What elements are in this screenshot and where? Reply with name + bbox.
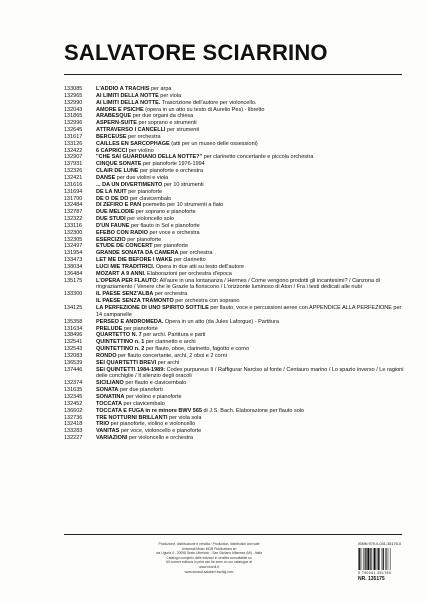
work-description: per flauto e clavicembalo (125, 380, 187, 387)
work-description: per soprano e strumenti (138, 120, 197, 127)
catalog-entry (64, 428, 404, 435)
work-description: per flauto, voce e percussioni aeree con APPENDICE ALLA PERFEZIONE per 14 campanelle (96, 305, 402, 318)
catalog-entry-text (96, 415, 404, 422)
catalog-entry-text (96, 127, 404, 134)
catalog-entry-text (96, 107, 404, 114)
work-description: All'aure in una lontananza / Hermes / Come vengono prodotti gli incantesimi? / Canzona di ringraziamento / Venere che le Grazie la fioriscono / L'orizzonte luminoso di Aton / Fra i testi dedicati alle nubi (96, 277, 380, 291)
catalog-list (64, 86, 404, 442)
catalog-entry-text (96, 367, 404, 381)
catalog-entry-text (96, 182, 404, 189)
catalog-entry-text (96, 264, 404, 271)
work-description: per violino e pianoforte (125, 393, 182, 400)
work-description: per archi (157, 359, 180, 366)
barcode-bar (366, 548, 367, 570)
work-description: per orchestra (154, 291, 188, 298)
catalog-entry (64, 305, 404, 319)
catalog-entry (64, 353, 404, 360)
catalog-entry-text (96, 237, 404, 244)
work-title: DUE STUDI (96, 216, 126, 223)
work-title: ETUDE DE CONCERT (96, 243, 153, 250)
work-title: CINQUE SONATE (96, 161, 142, 168)
catalog-entry (64, 257, 404, 264)
catalog-entry-text (96, 428, 404, 435)
catalog-code: 132374 (64, 380, 83, 387)
catalog-entry (64, 175, 404, 182)
work-description: per clavicembalo (129, 195, 172, 202)
barcode-bar (361, 548, 362, 570)
work-title: TRIO (96, 421, 110, 428)
catalog-entry (64, 127, 404, 134)
work-title: SONATA (96, 387, 119, 394)
catalog-entry-text (96, 360, 404, 367)
catalog-code: 133283 (64, 428, 83, 435)
catalog-entry-text (96, 408, 404, 415)
work-title: ASPERN-SUITE (96, 120, 137, 127)
work-title: ESERCIZIO (96, 236, 126, 243)
barcode-bar (367, 548, 369, 570)
work-description: per viola (160, 92, 182, 99)
catalog-entry-text (96, 271, 404, 278)
catalog-code: 132083 (64, 352, 83, 359)
work-description: per violoncello solo (127, 216, 174, 223)
catalog-entry-text (96, 257, 404, 264)
catalog-code: 132645 (64, 127, 83, 134)
work-title: L'ADDIO A TRACHIS (96, 86, 150, 92)
catalog-code: 132421 (64, 174, 83, 181)
work-description: per clarinetto concertante e piccola orchestra (203, 154, 314, 161)
work-title: DUE MELODIE (96, 209, 135, 216)
work-title: AI LIMITI DELLA NOTTE. (96, 99, 161, 106)
catalog-entry (64, 237, 404, 244)
catalog-entry-text (96, 209, 404, 216)
work-title: VANITAS (96, 428, 120, 435)
catalog-entry (64, 360, 404, 367)
barcode-bar (371, 548, 372, 570)
catalog-entry (64, 100, 404, 107)
barcode-image (358, 548, 402, 570)
catalog-entry-text (96, 346, 404, 353)
work-title: SICILIANO (96, 380, 124, 387)
catalog-entry (64, 148, 404, 155)
barcode-bar (385, 548, 386, 570)
work-title: QUINTETTINO n. 2 (96, 346, 145, 353)
catalog-code: 133085 (64, 86, 83, 92)
barcode-number: 9 790041 351750 (358, 571, 392, 575)
catalog-code: 132345 (64, 393, 83, 400)
catalog-entry (64, 120, 404, 127)
catalog-code: 132227 (64, 435, 83, 442)
catalog-code: 131954 (64, 250, 83, 257)
catalog-code: 132422 (64, 147, 83, 154)
catalog-entry (64, 182, 404, 189)
ismn-code: ISMN 979-0-041-35175-0 (358, 542, 402, 546)
work-description: (atti per un museo delle ossessioni) (171, 140, 258, 147)
barcode-bar (379, 548, 380, 570)
catalog-entry (64, 107, 404, 114)
catalog-entry-text (96, 319, 404, 326)
catalog-entry (64, 408, 404, 415)
work-description: per flauto concertante, archi, 2 oboi e 2 corni (118, 352, 227, 359)
work-title: DI ZEFIRO E PAN (96, 202, 142, 209)
barcode-bar (382, 548, 383, 570)
catalog-entry (64, 332, 404, 339)
catalog-code: 131616 (64, 181, 83, 188)
catalog-entry-text (96, 230, 404, 237)
barcode-bar (365, 548, 366, 570)
catalog-code: 132043 (64, 106, 83, 113)
catalog-entry-text (96, 421, 404, 428)
work-title: RONDO (96, 352, 117, 359)
catalog-entry (64, 209, 404, 216)
catalog-code: 133116 (64, 222, 82, 229)
work-description: poemetto per 10 strumenti a fiato (142, 202, 224, 209)
work-description: per violino (128, 147, 154, 154)
catalog-entry-text (96, 148, 404, 155)
catalog-entry-text (96, 141, 404, 148)
barcode-bar (378, 548, 379, 570)
catalog-code: 131634 (64, 325, 83, 332)
footer-line: www.durand-salabert-eschig.com (184, 569, 234, 574)
work-description: per pianoforte e orchestra (140, 168, 203, 175)
catalog-entry (64, 271, 404, 278)
catalog-entry-text (96, 100, 404, 107)
work-description: per clarinetto e archi (145, 339, 196, 346)
work-description: per viola sola (169, 414, 202, 421)
work-description: per orchestra (180, 250, 213, 257)
work-description: per clarinetto (173, 257, 206, 264)
catalog-entry-text (96, 113, 404, 120)
catalog-code: 131617 (64, 133, 83, 140)
catalog-entry (64, 161, 404, 168)
work-title: CAILLES EN SARCOPHAGE (96, 140, 170, 147)
work-description: per orchestra con soprano (175, 298, 240, 305)
work-title: D'UN FAUNE (96, 222, 130, 229)
work-title: ATTRAVERSO I CANCELLI (96, 127, 166, 134)
catalog-entry (64, 346, 404, 353)
work-description: Elaborazioni per orchestra d'epoca (147, 270, 232, 277)
catalog-entry-text (96, 326, 404, 333)
barcode-bar (386, 548, 387, 570)
catalog-entry-text (96, 86, 404, 93)
catalog-entry (64, 230, 404, 237)
barcode-bar (359, 548, 360, 570)
catalog-code: 131700 (64, 195, 83, 202)
catalog-entry (64, 394, 404, 401)
work-title: PRELUDE (96, 325, 123, 332)
catalog-code: 132543 (64, 346, 83, 353)
work-title: IL PAESE SENZA TRAMONTO (96, 298, 174, 305)
work-description: per pianoforte 1976-1994 (142, 161, 205, 168)
work-description: per voce e orchestra (149, 229, 200, 236)
work-title: CLAIR DE LUNE (96, 168, 139, 175)
catalog-entry-text (96, 154, 404, 161)
footer-line: Catalogo completo delle edizioni in vendita consultabile su (166, 555, 252, 560)
work-title: EFEBO CON RADIO (96, 229, 148, 236)
catalog-entry (64, 380, 404, 387)
catalog-entry (64, 223, 404, 230)
composer-heading: SALVATORE SCIARRINO (64, 40, 328, 65)
catalog-entry-text (96, 339, 404, 346)
catalog-code: 132300 (64, 229, 83, 236)
work-description: per flauto in Sol e pianoforte (130, 222, 200, 229)
work-description: per voce, violoncello e pianoforte (120, 428, 202, 435)
catalog-entry (64, 189, 404, 196)
barcode-bar (390, 548, 391, 570)
catalog-entry (64, 250, 404, 257)
work-description: per orchestra (128, 133, 161, 140)
catalog-entry-text (96, 298, 404, 305)
catalog-code: 132996 (64, 120, 83, 127)
work-description: per clavicembalo (123, 400, 165, 407)
work-description: per pianoforte (154, 243, 189, 250)
catalog-entry-text (96, 332, 404, 339)
work-title: MOZART A 9 ANNI. (96, 270, 146, 277)
catalog-code: 136602 (64, 407, 83, 414)
work-title: DE LA NUIT (96, 188, 127, 195)
work-title: SONATINA (96, 393, 125, 400)
catalog-code: 133300 (64, 291, 83, 298)
catalog-code: 132418 (64, 421, 83, 428)
work-title: VARIAZIONI (96, 435, 128, 442)
catalog-entry (64, 339, 404, 346)
catalog-entry (64, 291, 404, 298)
catalog-code: 132497 (64, 243, 83, 250)
work-description: per flauto, oboe, clarinetto, fagotto e corno (145, 346, 250, 353)
work-title: AMORE E PSICHE (96, 106, 144, 113)
catalog-entry (64, 141, 404, 148)
catalog-entry (64, 216, 404, 223)
catalog-entry (64, 326, 404, 333)
work-title: 6 CAPRICCI (96, 147, 128, 154)
catalog-entry-text (96, 168, 404, 175)
catalog-entry-text (96, 435, 404, 442)
catalog-code: 137446 (64, 366, 83, 373)
work-description: per due pianoforti (119, 387, 163, 394)
footer-line: www.ricordi.it (199, 564, 219, 569)
catalog-code: 132907 (64, 154, 83, 161)
publisher-info (134, 542, 284, 574)
catalog-code: 131635 (64, 387, 83, 394)
work-title: IL PAESE SENZ'ALBA (96, 291, 154, 298)
work-description: per pianoforte (123, 325, 158, 332)
heading-rule (64, 74, 402, 75)
barcode-bar (370, 548, 371, 570)
work-description: per pianoforte (127, 236, 162, 243)
work-title: LET ME DIE BEFORE I WAKE (96, 257, 173, 264)
work-description: Opera in due atti su testo dell'autore (155, 263, 245, 270)
work-title: DE O DE DO (96, 195, 129, 202)
work-title: SEI QUINTETTI 1984-1989: (96, 366, 166, 373)
footer-rule (64, 534, 402, 535)
catalog-code: 131865 (64, 113, 83, 120)
catalog-code: 134125 (64, 305, 83, 311)
catalog-entry (64, 421, 404, 428)
catalog-code: 138496 (64, 332, 83, 339)
catalog-number: NR. 135175 (358, 576, 385, 582)
work-title: ... DA UN DIVERTIMENTO (96, 181, 163, 188)
catalog-code: 132736 (64, 414, 83, 421)
catalog-entry (64, 134, 404, 141)
catalog-entry (64, 93, 404, 100)
barcode-bar (383, 548, 384, 570)
catalog-entry-text (96, 394, 404, 401)
catalog-code: 132990 (64, 99, 83, 106)
catalog-entry-text (96, 223, 404, 230)
work-title: TRE NOTTURNI BRILLANTI (96, 414, 168, 421)
catalog-entry-text (96, 353, 404, 360)
work-title: QUARTETTO N. 7 (96, 332, 142, 339)
catalog-entry (64, 202, 404, 209)
catalog-code: 135175 (64, 277, 83, 284)
work-description: di J.S. Bach. Elaborazione per flauto solo (203, 407, 305, 414)
catalog-entry-text (96, 387, 404, 394)
work-description: per violoncello e orchestra (128, 435, 194, 442)
footer-line: Universal Music MGB Publications srl (181, 546, 237, 551)
catalog-code: 132305 (64, 236, 83, 243)
work-title: SEI QUARTETTI BREVI (96, 359, 157, 366)
catalog-code: 132541 (64, 339, 83, 346)
catalog-entry-text (96, 243, 404, 250)
catalog-entry (64, 319, 404, 326)
work-description: per due organi da chiesa (132, 113, 194, 120)
catalog-entry-text (96, 120, 404, 127)
catalog-entry (64, 401, 404, 408)
work-description: per pianoforte (128, 188, 163, 195)
catalog-entry-text (96, 202, 404, 209)
work-title: GRANDE SONATA DA CAMERA (96, 250, 179, 257)
catalog-code: 133473 (64, 257, 83, 264)
catalog-code: 132326 (64, 168, 83, 175)
publisher-footer (64, 542, 404, 592)
catalog-code: 136484 (64, 270, 83, 277)
catalog-entry-text (96, 93, 404, 100)
catalog-entry-text (96, 175, 404, 182)
catalog-code (64, 298, 96, 305)
catalog-code: 138034 (64, 263, 83, 270)
catalog-entry (64, 278, 404, 292)
catalog-code: 132452 (64, 400, 83, 407)
catalog-entry (64, 264, 404, 271)
footer-line: All current editions in print can be seen on our catalogue at (166, 560, 252, 565)
work-title: BERCEUSE (96, 133, 127, 140)
catalog-entry (64, 367, 404, 381)
catalog-entry (64, 113, 404, 120)
work-description: per arpa (150, 86, 172, 92)
work-description: per 10 strumenti (163, 181, 204, 188)
work-description: per soprano e pianoforte (135, 209, 196, 216)
work-title: L'OPERA PER FLAUTO: (96, 277, 159, 284)
catalog-code: 132484 (64, 202, 83, 209)
work-title: QUINTETTINO n. 1 (96, 339, 145, 346)
catalog-entry (64, 86, 404, 93)
work-title: TOCCATA (96, 400, 122, 407)
catalog-code: 131694 (64, 188, 83, 195)
work-description: per due violini e viola (116, 174, 169, 181)
catalog-entry-text (96, 134, 404, 141)
catalog-entry (64, 298, 404, 305)
catalog-entry (64, 154, 404, 161)
catalog-entry (64, 415, 404, 422)
catalog-code: 137931 (64, 161, 83, 168)
catalog-entry-text (96, 189, 404, 196)
catalog-entry (64, 243, 404, 250)
catalog-entry-text (96, 305, 404, 319)
work-title: AI LIMITI DELLA NOTTE (96, 92, 159, 99)
barcode-bar (373, 548, 374, 570)
work-title: DANSE (96, 174, 116, 181)
work-description: per pianoforte, violino e violoncello (110, 421, 196, 428)
barcode-bar (358, 548, 359, 570)
catalog-entry-text (96, 380, 404, 387)
catalog-entry (64, 387, 404, 394)
catalog-entry-text (96, 401, 404, 408)
barcode-bar (377, 548, 378, 570)
catalog-entry-text (96, 250, 404, 257)
work-title: "CHE SAI GUARDIANO DELLA NOTTE?" (96, 154, 203, 161)
catalog-entry-text (96, 161, 404, 168)
catalog-code: 135358 (64, 318, 83, 325)
catalog-code: 136539 (64, 359, 83, 366)
work-title: PERSEO E ANDROMEDA. (96, 318, 164, 325)
catalog-code: 133126 (64, 140, 83, 147)
catalog-entry (64, 435, 404, 442)
work-description: (opera in un atto su testo di Aurelio Pes) - libretto (145, 106, 265, 113)
catalog-code: 132965 (64, 92, 83, 99)
work-description: per archi. Partitura e parti (143, 332, 206, 339)
catalog-entry-text (96, 278, 404, 292)
work-title: ARABESQUE (96, 113, 132, 120)
barcode-bar (388, 548, 389, 570)
footer-line: Produzione, distribuzione e vendita / Production, distribution and sale (158, 542, 260, 546)
catalog-code: 132322 (64, 216, 83, 223)
work-description: Trascrizione dell'autore per violoncello. (161, 99, 257, 106)
work-description: Opera in un atto (da Jules Laforgue) - Partitura (164, 318, 279, 325)
catalog-entry-text (96, 196, 404, 203)
catalog-entry (64, 196, 404, 203)
catalog-entry-text (96, 291, 404, 298)
work-description: Codex purpureus II / Raffigurar Narciso al fonte / Centauro marino / Lo spazio inverso / Le ragioni delle conchiglie / Il silenzio degli oracoli (96, 366, 404, 380)
catalog-entry (64, 168, 404, 175)
barcode-bar (363, 548, 364, 570)
work-title: TOCCATA E FUGA in re minore BWV 565 (96, 407, 202, 414)
work-title: LUCI MIE TRADITRICI. (96, 263, 155, 270)
catalog-code: 132787 (64, 209, 83, 216)
work-title: LA PERFEZIONE DI UNO SPIRITO SOTTILE (96, 305, 209, 311)
catalog-entry-text (96, 216, 404, 223)
footer-line: via Liguria 4 - 20098 Sesto Ulteriano - San Giuliano Milanese (MI) - Italia (156, 551, 262, 556)
barcode-bar (374, 548, 376, 570)
work-description: per strumenti (167, 127, 200, 134)
